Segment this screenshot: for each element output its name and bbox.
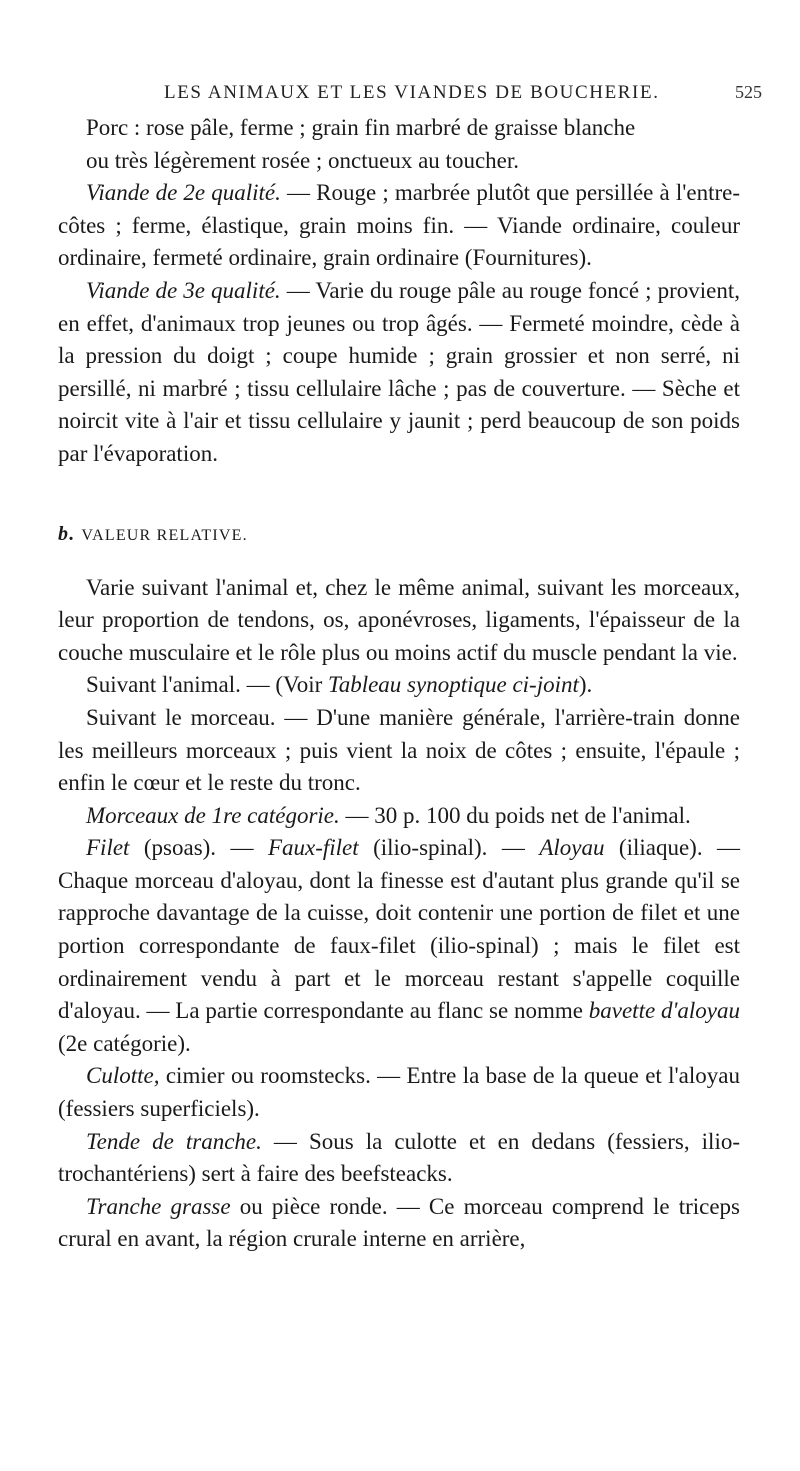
text-line: Porc : rose pâle, ferme ; grain fin marbré de graisse blanche	[86, 115, 636, 140]
paragraph-tende-de-tranche	[58, 1126, 740, 1191]
paragraph-text: — Sous la culotte et en dedans (fessiers, ilio-trochantériens) sert à faire des beefsteacks.	[58, 1128, 740, 1187]
running-header	[60, 82, 762, 110]
term-filet: Filet	[86, 835, 130, 861]
paragraph-label: Viande de 2e qualité.	[86, 180, 281, 206]
paragraph-text: (2e catégorie).	[58, 1030, 191, 1056]
paragraph-text: ou pièce ronde. — Ce morceau comprend le triceps crural en avant, la région crurale interne en arrière,	[58, 1193, 741, 1252]
paragraph-filet	[58, 832, 740, 1060]
paragraph-text: — 30 p. 100 du poids net de l'animal.	[339, 802, 691, 828]
term-tende-de-tranche: Tende de tranche.	[86, 1128, 262, 1154]
term-faux-filet: Faux-filet	[267, 835, 359, 861]
paragraph-text: (ilio-spinal). —	[358, 835, 540, 861]
paragraph-viande-2e-qualite	[58, 177, 740, 275]
section-letter: b.	[58, 522, 76, 545]
paragraph-text: cimier ou roomstecks. — Entre la base de la queue et l'aloyau (fessiers superficiels).	[58, 1063, 740, 1122]
paragraph-tranche-grasse	[58, 1191, 740, 1256]
paragraph-viande-3e-qualite	[58, 275, 740, 471]
paragraph-text: ).	[578, 672, 593, 698]
paragraph-text: — Rouge ; marbrée plutôt que persillée à l'entre-côtes ; ferme, élastique, grain moins fin. — Viande ordinaire, couleur ordinaire, fermeté ordinaire, grain ordinaire (Fournitures).	[58, 180, 740, 271]
paragraph-varie: Varie suivant l'animal et, chez le même animal, suivant les morceaux, leur proportion de tendons, os, aponévroses, ligaments, l'épaisseur de la couche musculaire et le rôle plus ou moins actif du muscle pendant la vie.	[58, 574, 740, 665]
paragraph-morceaux-1re-categorie	[58, 800, 740, 833]
paragraph-suivant-morceau: Suivant le morceau. — D'une manière générale, l'arrière-train donne les meilleurs morceaux ; puis vient la noix de côtes ; ensuite, l'épaule ; enfin le cœur et le reste du tronc.	[58, 704, 740, 796]
paragraph-text: (psoas). —	[129, 835, 268, 861]
paragraph-text: — Varie du rouge pâle au rouge foncé ; provient, en effet, d'animaux trop jeunes ou trop âgés. — Fermeté moindre, cède à la pression du doigt ; coupe humide ; grain grossier et non serré, ni persillé, ni marbré ; tissu cellulaire lâche ; pas de couverture. — Sèche et noircit vite à l'air et tissu cellulaire y jaunit ; perd beaucoup de son poids par l'évaporation.	[58, 277, 740, 466]
section-heading	[58, 522, 740, 548]
running-title: LES ANIMAUX ET LES VIANDES DE BOUCHERIE.	[164, 82, 660, 103]
term-tranche-grasse: Tranche grasse	[86, 1193, 231, 1219]
term-culotte: Culotte,	[86, 1063, 160, 1089]
term-bavette: bavette d'aloyau	[588, 998, 740, 1024]
paragraph-label: Morceaux de 1re catégorie.	[86, 802, 340, 828]
section-title: VALEUR RELATIVE.	[81, 526, 248, 544]
paragraph-label: Viande de 3e qualité.	[86, 277, 281, 303]
text-line: ou très légèrement rosée ; onctueux au toucher.	[86, 147, 520, 173]
paragraph-suivant-animal	[58, 669, 740, 702]
paragraph-culotte	[58, 1060, 740, 1125]
paragraph-porc	[58, 112, 740, 177]
body-text	[58, 112, 740, 1256]
paragraph-text: (iliaque). — Chaque morceau d'aloyau, dont la finesse est d'autant plus grande qu'il se rapproche davantage de la cuisse, doit contenir une portion de filet et une portion correspondante de faux-filet (ilio-spinal) ; mais le filet est ordinairement vendu à part et le morceau restant s'appelle coquille d'aloyau. — La partie correspondante au flanc se nomme	[58, 835, 741, 1024]
paragraph-text: Suivant l'animal. — (Voir	[86, 672, 329, 698]
italic-reference: Tableau synoptique ci-joint	[328, 672, 579, 698]
term-aloyau: Aloyau	[539, 835, 605, 861]
page-number: 525	[735, 82, 762, 102]
